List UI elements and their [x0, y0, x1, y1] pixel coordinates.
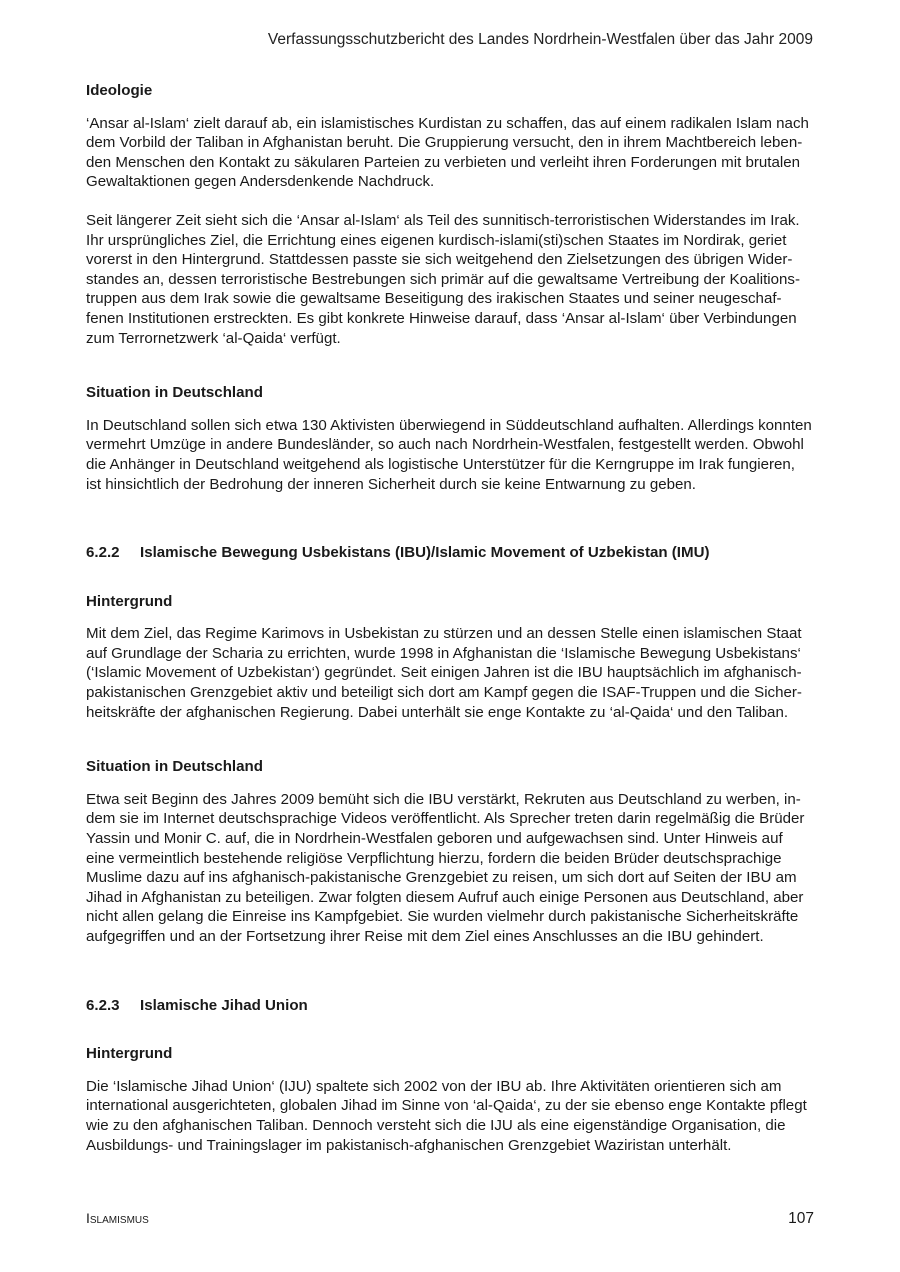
- section-title: Islamische Bewegung Usbekistans (IBU)/Islamic Movement of Uzbekistan (IMU): [140, 544, 710, 562]
- heading-hintergrund-2: Hintergrund: [86, 1045, 173, 1063]
- section-number: 6.2.2: [86, 544, 120, 562]
- running-header: Verfassungsschutzbericht des Landes Nordrhein-Westfalen über das Jahr 2009: [267, 31, 813, 48]
- section-heading-6-2-3: [86, 996, 814, 1016]
- paragraph-hintergrund-2: Die ‘Islamische Jihad Union‘ (IJU) spaltete sich 2002 von der IBU ab. Ihre Aktivitäten orientieren sich am international ausgerichteten, globalen Jihad im Sinne von ‘al-Qaida‘, zu der sie ebenso enge Kontakte pflegt wie zu den afghanischen Taliban. Dennoch versteht sich die IJU als eine eigenständige Organisation, die Ausbildungs- und Trainingslager im pakistanisch-afghanischen Grenzgebiet Waziristan unterhält.: [86, 1077, 807, 1154]
- paragraph-hintergrund-1: Mit dem Ziel, das Regime Karimovs in Usbekistan zu stürzen und an dessen Stelle einen islamischen Staat auf Grundlage der Scharia zu errichten, wurde 1998 in Afghanistan die ‘Islamische Bewegung Usbekistans‘ (‘Islamic Movement of Uzbekistan‘) gegründet. Seit einigen Jahren ist die IBU hauptsächlich im afghanisch-pakistanischen Grenzgebiet aktiv und beteiligt sich dort am Kampf gegen die ISAF-Truppen und die Sicher-heitskräfte der afghanischen Regierung. Dabei unterhält sie enge Kontakte zu ‘al-Qaida‘ und den Taliban.: [86, 625, 802, 721]
- paragraph-situation-2: Etwa seit Beginn des Jahres 2009 bemüht sich die IBU verstärkt, Rekruten aus Deutschland zu werben, in-dem sie im Internet deutschsprachige Videos veröffentlicht. Als Sprecher treten darin regelmäßig die Brüder Yassin und Monir C. auf, die in Nordrhein-Westfalen geboren und aufgewachsen sind. Unter Hinweis auf eine vermeintlich bestehende religiöse Verpflichtung hierzu, fordern die beiden Brüder deutschsprachige Muslime dazu auf ins afghanisch-pakistanische Grenzgebiet zu reisen, um sich dort auf Seiten der IBU am Jihad in Afghanistan zu beteiligen. Zwar folgten diesem Aufruf auch einige Personen aus Deutschland, aber nicht allen gelang die Einreise ins Kampfgebiet. Sie wurden vielmehr durch pakistanische Sicherheitskräfte aufgegriffen und an der Fortsetzung ihrer Reise mit dem Ziel eines Anschlusses an die IBU gehindert.: [86, 790, 805, 945]
- paragraph-ideologie-2: Seit längerer Zeit sieht sich die ‘Ansar al-Islam‘ als Teil des sunnitisch-terroristischen Widerstandes im Irak. Ihr ursprüngliches Ziel, die Errichtung eines eigenen kurdisch-islami(sti)schen Staates im Nordirak, geriet vorerst in den Hintergrund. Stattdessen passte sie sich weitgehend den Zielsetzungen des übrigen Wider-standes an, dessen terroristische Bestrebungen sich primär auf die gewaltsame Vertreibung der Koalitions-truppen aus dem Irak sowie die gewaltsame Beseitigung des irakischen Staates und seiner neugeschaf-fenen Institutionen erstreckten. Es gibt konkrete Hinweise darauf, dass ‘Ansar al-Islam‘ über Verbindungen zum Terrornetzwerk ‘al-Qaida‘ verfügt.: [86, 211, 800, 347]
- section-heading-6-2-2: [86, 543, 814, 563]
- running-footer: [86, 1210, 814, 1228]
- paragraph-situation-1: In Deutschland sollen sich etwa 130 Aktivisten überwiegend in Süddeutschland aufhalten. Allerdings konnten vermehrt Umzüge in andere Bundesländer, so auch nach Nordrhein-Westfalen, festgestellt werden. Obwohl die Anhänger in Deutschland weitgehend als logistische Unterstützer für die Kerngruppe im Irak fungieren, ist hinsichtlich der Bedrohung der inneren Sicherheit durch sie keine Entwarnung zu geben.: [86, 416, 812, 493]
- page-number: 107: [788, 1210, 814, 1227]
- section-number: 6.2.3: [86, 996, 120, 1014]
- heading-ideologie: Ideologie: [86, 82, 153, 99]
- page-content: [86, 81, 814, 1155]
- heading-hintergrund-1: Hintergrund: [86, 592, 173, 610]
- heading-situation-1: Situation in Deutschland: [86, 384, 263, 402]
- heading-situation-2: Situation in Deutschland: [86, 758, 263, 776]
- paragraph-ideologie-1: ‘Ansar al-Islam‘ zielt darauf ab, ein islamistisches Kurdistan zu schaffen, das auf einem radikalen Islam nach dem Vorbild der Taliban in Afghanistan beruht. Die Gruppierung versucht, den in ihrem Machtbereich leben-den Menschen den Kontakt zu säkularen Parteien zu verbieten und verleiht ihren Forderungen mit brutalen Gewaltaktionen gegen Andersdenkende Nachdruck.: [86, 114, 809, 191]
- section-title: Islamische Jihad Union: [140, 996, 308, 1014]
- chapter-label: Islamismus: [86, 1210, 149, 1226]
